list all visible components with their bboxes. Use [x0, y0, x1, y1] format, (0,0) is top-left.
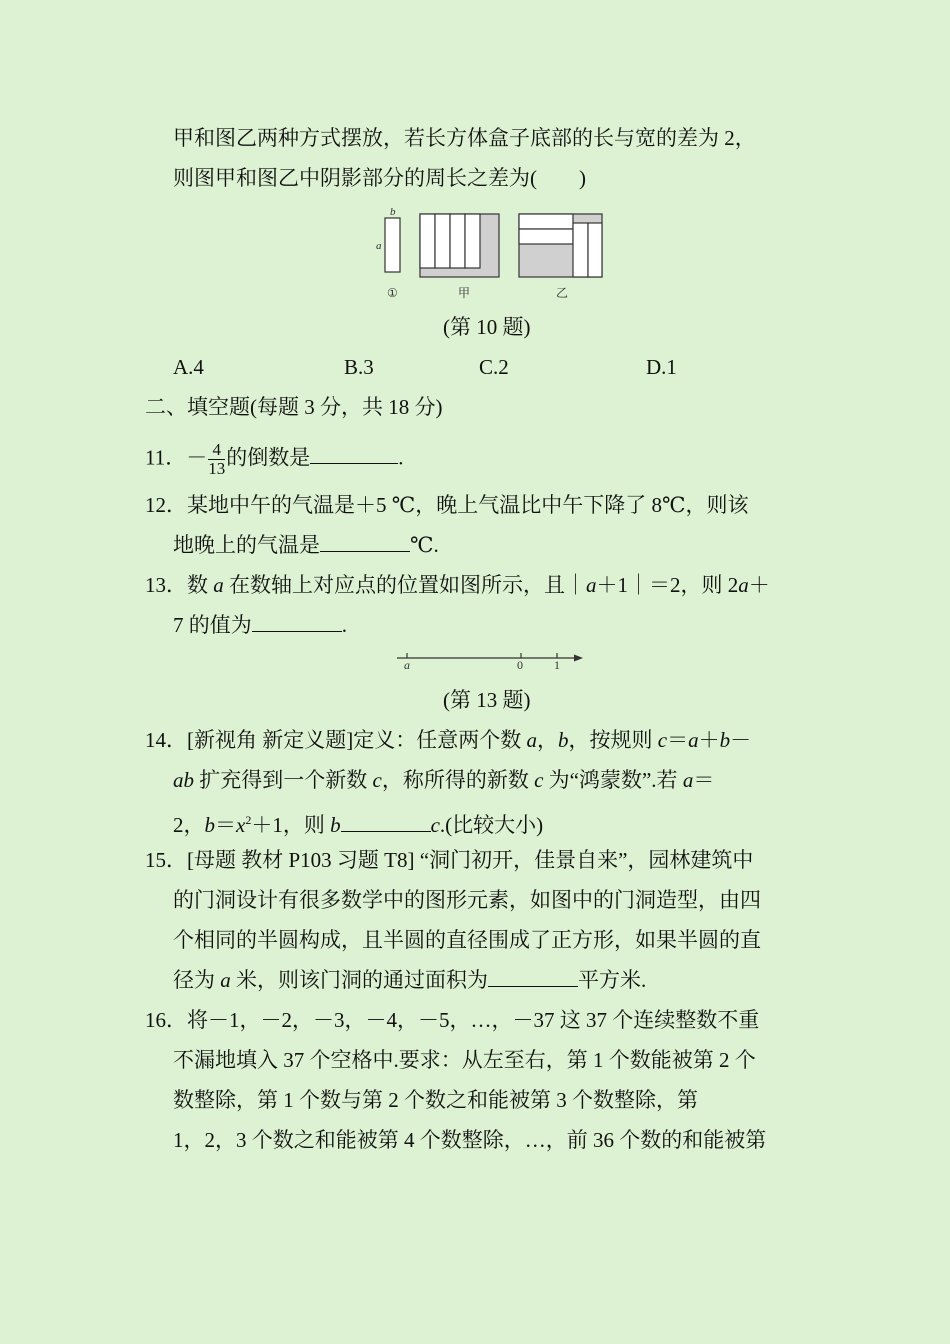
q10-caption: (第 10 题)	[443, 315, 531, 339]
q11-sign: －	[186, 445, 208, 470]
q12-blank	[320, 531, 410, 552]
q16-line-4: 1，2，3 个数之和能被第 4 个数整除，…，前 36 个数的和能被第	[173, 1128, 767, 1152]
q10-option-a: A.4	[173, 355, 204, 379]
q11-blank	[310, 443, 398, 464]
q15-blank	[488, 966, 578, 987]
label-a: a	[376, 240, 382, 252]
q14-blank	[341, 811, 431, 832]
q11-end: .	[398, 445, 404, 470]
label-one: ①	[387, 286, 398, 300]
q16-line-2: 不漏地填入 37 个空格中.要求：从左至右，第 1 个数能被第 2 个	[173, 1048, 756, 1072]
q16-line-1: 16．将－1，－2，－3，－4，－5，…，－37 这 37 个连续整数不重	[145, 1008, 760, 1032]
label-jia: 甲	[458, 286, 471, 300]
q12-line-1: 12．某地中午的气温是＋5 ℃，晚上气温比中午下降了 8℃，则该	[145, 493, 749, 517]
q15-line-1: 15．[母题 教材 P103 习题 T8] “洞门初开，佳景自来”，园林建筑中	[145, 848, 754, 872]
q14-line-2: ab 扩充得到一个新数 c，称所得的新数 c 为“鸿蒙数”.若 a＝	[173, 768, 715, 792]
q11	[145, 441, 403, 478]
q15-line-3: 个相同的半圆构成，且半圆的直径围成了正方形，如果半圆的直	[173, 928, 761, 952]
axis-label-one: 1	[554, 658, 560, 672]
axis-label-zero: 0	[517, 658, 523, 672]
q11-text: 的倒数是	[226, 445, 311, 470]
q14-line-3: 2，$b=x^2+1$，则 b c.(比较大小)	[173, 813, 544, 837]
q13-line-2: 7 的值为 .	[173, 613, 347, 637]
q11-fraction	[208, 441, 225, 478]
q13-blank	[252, 611, 342, 632]
q15-line-2: 的门洞设计有很多数学中的图形元素，如图中的门洞造型，由四	[173, 888, 761, 912]
q13-line-1: 13．数 a 在数轴上对应点的位置如图所示，且｜a＋1｜＝2，则 2a＋	[145, 573, 770, 597]
section-2-title: 二、填空题(每题 3 分，共 18 分)	[145, 395, 443, 419]
box-one-rect	[385, 218, 400, 272]
q11-number: 11．	[145, 445, 187, 470]
q10-line-1: 甲和图乙两种方式摆放，若长方体盒子底部的长与宽的差为 2，	[173, 126, 756, 150]
q11-denominator: 13	[208, 459, 226, 478]
q10-option-c: C.2	[479, 355, 509, 379]
axis-label-a: a	[404, 658, 410, 672]
q12-line-2	[173, 531, 439, 559]
label-b: b	[390, 206, 396, 218]
q10-line-2: 则图甲和图乙中阴影部分的周长之差为( )	[173, 166, 586, 190]
q13-caption: (第 13 题)	[443, 688, 531, 712]
q12-line-2-pre: 地晚上的气温是	[173, 533, 320, 557]
q15-line-4: 径为 a 米，则该门洞的通过面积为 平方米.	[173, 968, 647, 992]
q10-option-d: D.1	[646, 355, 677, 379]
arrow-icon	[574, 655, 583, 662]
q16-line-3: 数整除，第 1 个数与第 2 个数之和能被第 3 个数整除，第	[173, 1088, 698, 1112]
q14-line-1: 14．[新视角 新定义题]定义：任意两个数 a，b，按规则 c＝a＋b－	[145, 728, 752, 752]
q10-option-b: B.3	[344, 355, 374, 379]
q11-numerator: 4	[208, 441, 225, 460]
q12-line-2-post: ℃.	[410, 533, 439, 557]
q10-figure	[370, 204, 610, 304]
label-yi: 乙	[556, 286, 569, 300]
q13-var-a: a	[213, 573, 224, 597]
q13-number-line	[395, 646, 590, 672]
